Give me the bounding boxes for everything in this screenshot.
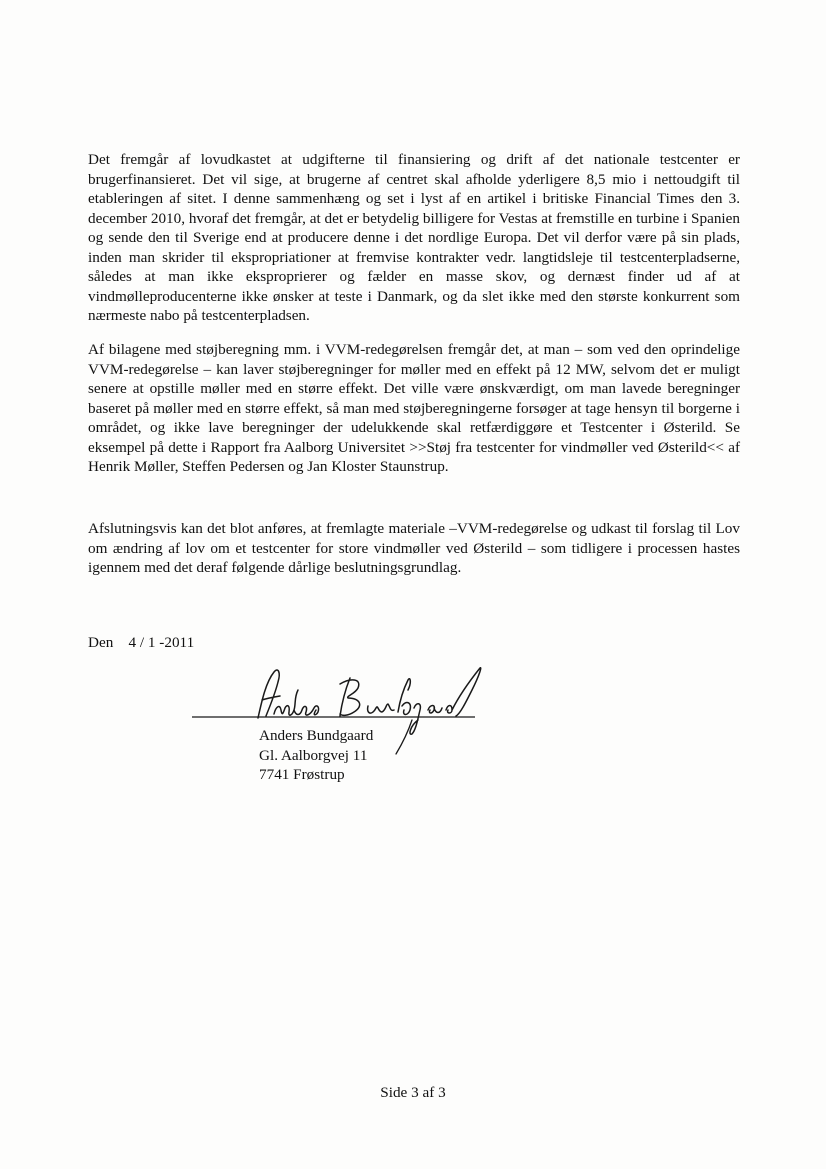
signer-city: 7741 Frøstrup xyxy=(259,766,345,783)
signer-address: Gl. Aalborgvej 11 xyxy=(259,746,368,764)
body-paragraph-1: Det fremgår af lovudkastet at udgifterne til finansiering og drift af det nationale testcenter er brugerfinansieret. Det vil sige, at brugerne af centret skal afholde yderligere 8,5 mio i nettoudgift til etableringen af sitet. I denne sammenhæng og set i lyst af en artikel i britiske Financial Times den 3. december 2010, hvoraf det fremgår, at det er betydelig billigere for Vestas at fremstille en turbine i Spanien og sende den til Sverige end at producere denne i det nordlige Europa. Det vil derfor være på sin plads, inden man skrider til ekspropriationer at fremvise kontrakter vedr. langtidsleje til testcenterpladserne, således at man ikke eksproprierer og fælder en masse skov, og dernæst finder ud af at vindmølleproducenterne ikke ønsker at teste i Danmark, og da slet ikke med den største konkurrent som nærmeste nabo på testcenterpladsen. xyxy=(88,151,740,324)
body-paragraph-3: Afslutningsvis kan det blot anføres, at fremlagte materiale –VVM-redegørelse og udkast til forslag til Lov om ændring af lov om et testcenter for store vindmøller ved Østerild – som tidligere i processen hastes igennem med det deraf følgende dårlige beslutningsgrundlag. xyxy=(88,520,740,576)
date-line: Den 4 / 1 -2011 xyxy=(88,634,195,651)
page-number: Side 3 af 3 xyxy=(380,1084,446,1101)
signature-block xyxy=(259,726,373,785)
signer-name: Anders Bundgaard xyxy=(259,727,374,744)
body-paragraph-2: Af bilagene med støjberegning mm. i VVM-redegørelsen fremgår det, at man – som ved den oprindelige VVM-redegørelse – kan laver støjberegninger for møller med en effekt på 12 MW, selvom det er muligt senere at opstille møller med en større effekt. Det ville være ønskværdigt, om man lavede beregninger baseret på møller med en større effekt, så man med støjberegningerne forsøger at tage hensyn til borgerne i området, og ikke lave beregninger der udelukkende skal retfærdiggøre et Testcenter i Østerild. Se eksempel på dette i Rapport fra Aalborg Universitet >>Støj fra testcenter for vindmøller ved Østerild<< af Henrik Møller, Steffen Pedersen og Jan Kloster Staunstrup. xyxy=(88,341,740,475)
